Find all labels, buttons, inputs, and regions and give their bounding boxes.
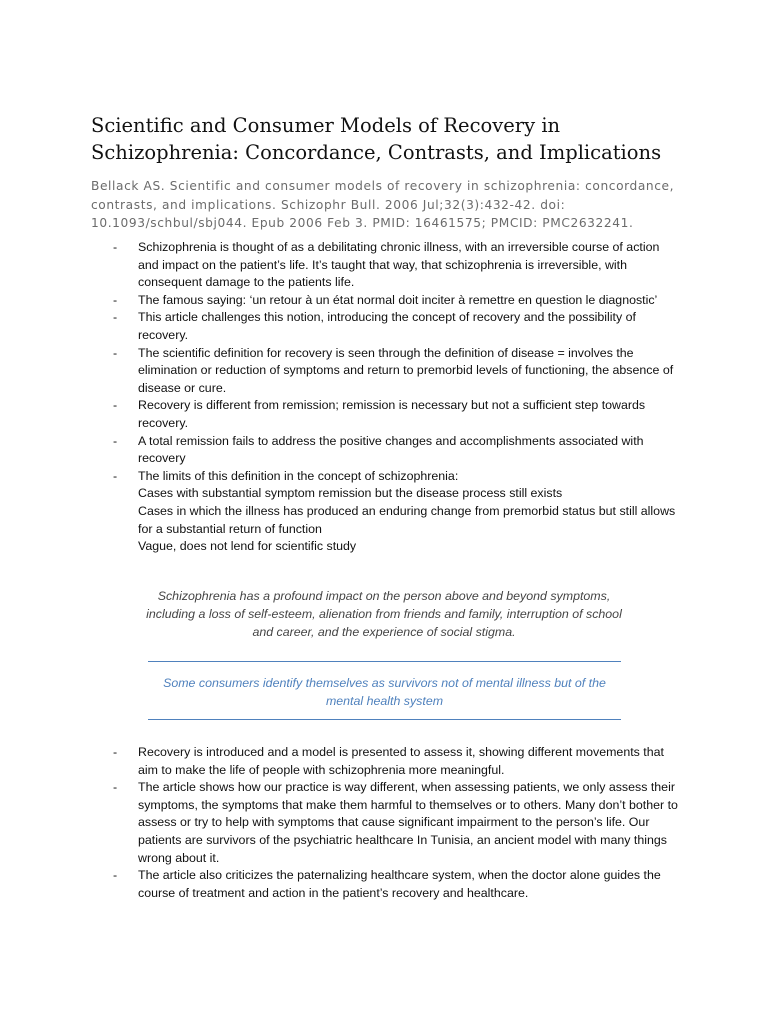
bullet-marker: - <box>113 292 118 307</box>
bullet-marker: - <box>113 780 118 795</box>
bullet-text: The article also criticizes the paternalizing healthcare system, when the doctor alone guides the course of treatment and action in the patient’s recovery and healthcare. <box>138 868 661 900</box>
bullet-item <box>0 468 678 556</box>
bullet-text: Recovery is introduced and a model is presented to assess it, showing different movements that aim to make the life of people with schizophrenia more meaningful. <box>138 745 664 777</box>
bullet-text: A total remission fails to address the positive changes and accomplishments associated with recovery <box>138 433 644 466</box>
intense-quote <box>148 661 621 720</box>
bullet-item <box>0 744 678 779</box>
bullet-subline: Cases with substantial symptom remission but the disease process still exists <box>138 486 563 501</box>
bullet-text: The article shows how our practice is way different, when assessing patients, we only assess their symptoms, the symptoms that make them harmful to themselves or to others. Many don’t bother to assess or try to help with symptoms that cause significant impairment to the person’s life. Our patients are survivors of the psychiatric healthcare In Tunisia, an ancient model with many things wrong about it. <box>138 780 678 865</box>
bullet-marker: - <box>113 433 118 448</box>
bullet-marker: - <box>113 240 118 254</box>
bullet-text: Schizophrenia is thought of as a debilitating chronic illness, with an irreversible course of action and impact on the patient’s life. It’s taught that way, that schizophrenia is irreversible, with consequent damage to the patients life. <box>138 240 660 290</box>
bullet-item <box>0 867 678 902</box>
bullet-item <box>0 292 678 310</box>
bullet-text: The famous saying: ‘un retour à un état normal doit inciter à remettre en question le diagnostic’ <box>138 292 658 307</box>
bullet-item <box>0 239 678 292</box>
bullet-marker: - <box>113 345 118 360</box>
bullet-item <box>0 779 678 867</box>
bullet-list-first <box>0 239 768 556</box>
bullet-list-second <box>0 744 768 902</box>
bullet-text: This article challenges this notion, introducing the concept of recovery and the possibility of recovery. <box>138 310 636 342</box>
quote: Schizophrenia has a profound impact on the person above and beyond symptoms, including a loss of self-esteem, alienation from friends and family, interruption of school and career, and the experience of social stigma. <box>146 589 622 639</box>
document-title: Scientific and Consumer Models of Recovery in Schizophrenia: Concordance, Contrasts, and Implications <box>91 114 662 164</box>
citation: Bellack AS. Scientific and consumer models of recovery in schizophrenia: concordance, contrasts, and implications. Schizophr Bull. 2006 Jul;32(3):432-42. doi: 10.1093/schbul/sbj044. Epub 2006 Feb 3. PMID: 16461575; PMCID: PMC2632241. <box>91 179 675 230</box>
bullet-marker: - <box>113 468 118 483</box>
bullet-marker: - <box>113 745 118 759</box>
bullet-marker: - <box>113 868 118 883</box>
bullet-item <box>0 397 678 432</box>
bullet-item <box>0 345 678 398</box>
bullet-item <box>0 309 678 344</box>
bullet-subline: Cases in which the illness has produced an enduring change from premorbid status but still allows for a substantial return of function <box>138 503 676 536</box>
bullet-marker: - <box>113 398 118 413</box>
bullet-subline: Vague, does not lend for scientific study <box>138 539 357 554</box>
intense-quote-text: Some consumers identify themselves as survivors not of mental illness but of the mental health system <box>163 676 606 708</box>
bullet-text: Recovery is different from remission; remission is necessary but not a sufficient step towards recovery. <box>138 398 646 430</box>
bullet-text: The scientific definition for recovery is seen through the definition of disease = involves the elimination or reduction of symptoms and return to premorbid levels of functioning, the absence of disease or cure. <box>138 345 674 395</box>
bullet-text: The limits of this definition in the concept of schizophrenia: <box>138 468 459 483</box>
bullet-item <box>0 433 678 468</box>
bullet-marker: - <box>113 310 118 325</box>
